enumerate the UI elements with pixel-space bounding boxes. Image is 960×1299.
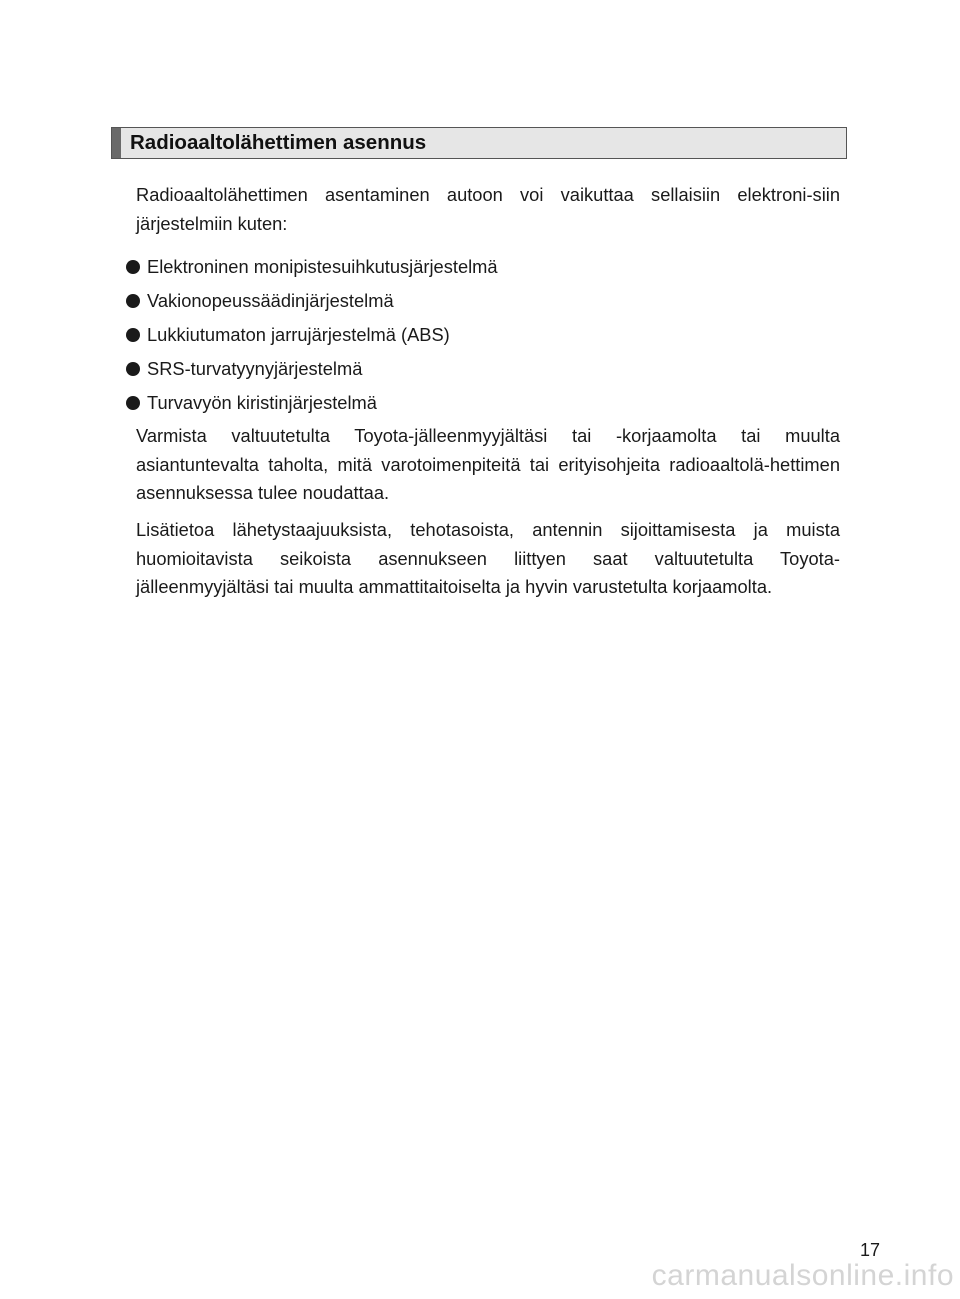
bullet-dot-icon [126,260,140,274]
bullet-dot-icon [126,294,140,308]
list-item [126,318,498,352]
watermark: carmanualsonline.info [651,1259,954,1292]
list-item [126,386,498,420]
list-item-text: Vakionopeussäädinjärjestelmä [147,290,394,311]
bullet-dot-icon [126,396,140,410]
bullet-dot-icon [126,362,140,376]
list-item-text: Lukkiutumaton jarrujärjestelmä (ABS) [147,324,450,345]
list-item [126,250,498,284]
section-title: Radioaaltolähettimen asennus [130,131,427,154]
info-paragraph: Lisätietoa lähetystaajuuksista, tehotasoista, antennin sijoittamisesta ja muista huomioitavista seikoista asennukseen liittyen saat valtuutetulta Toyota-jälleenmyyjältäsi tai muulta ammattitaitoiselta ja hyvin varustetulta korjaamolta. [136,519,840,597]
list-item-text: SRS-turvatyynyjärjestelmä [147,358,363,379]
header-accent-bar [112,128,121,158]
list-item-text: Elektroninen monipistesuihkutusjärjestelmä [147,256,498,277]
systems-list [126,250,498,420]
section-header [111,127,847,159]
page-number: 17 [860,1240,881,1260]
list-item [126,352,498,386]
bullet-dot-icon [126,328,140,342]
list-item-text: Turvavyön kiristinjärjestelmä [147,392,377,413]
list-item [126,284,498,318]
dealer-paragraph: Varmista valtuutetulta Toyota-jälleenmyyjältäsi tai -korjaamolta tai muulta asiantuntevalta taholta, mitä varotoimenpiteitä tai erityisohjeita radioaaltolä-hettimen asennuksessa tulee noudattaa. [136,425,840,503]
intro-paragraph: Radioaaltolähettimen asentaminen autoon voi vaikuttaa sellaisiin elektroni-siin järjestelmiin kuten: [136,184,840,234]
